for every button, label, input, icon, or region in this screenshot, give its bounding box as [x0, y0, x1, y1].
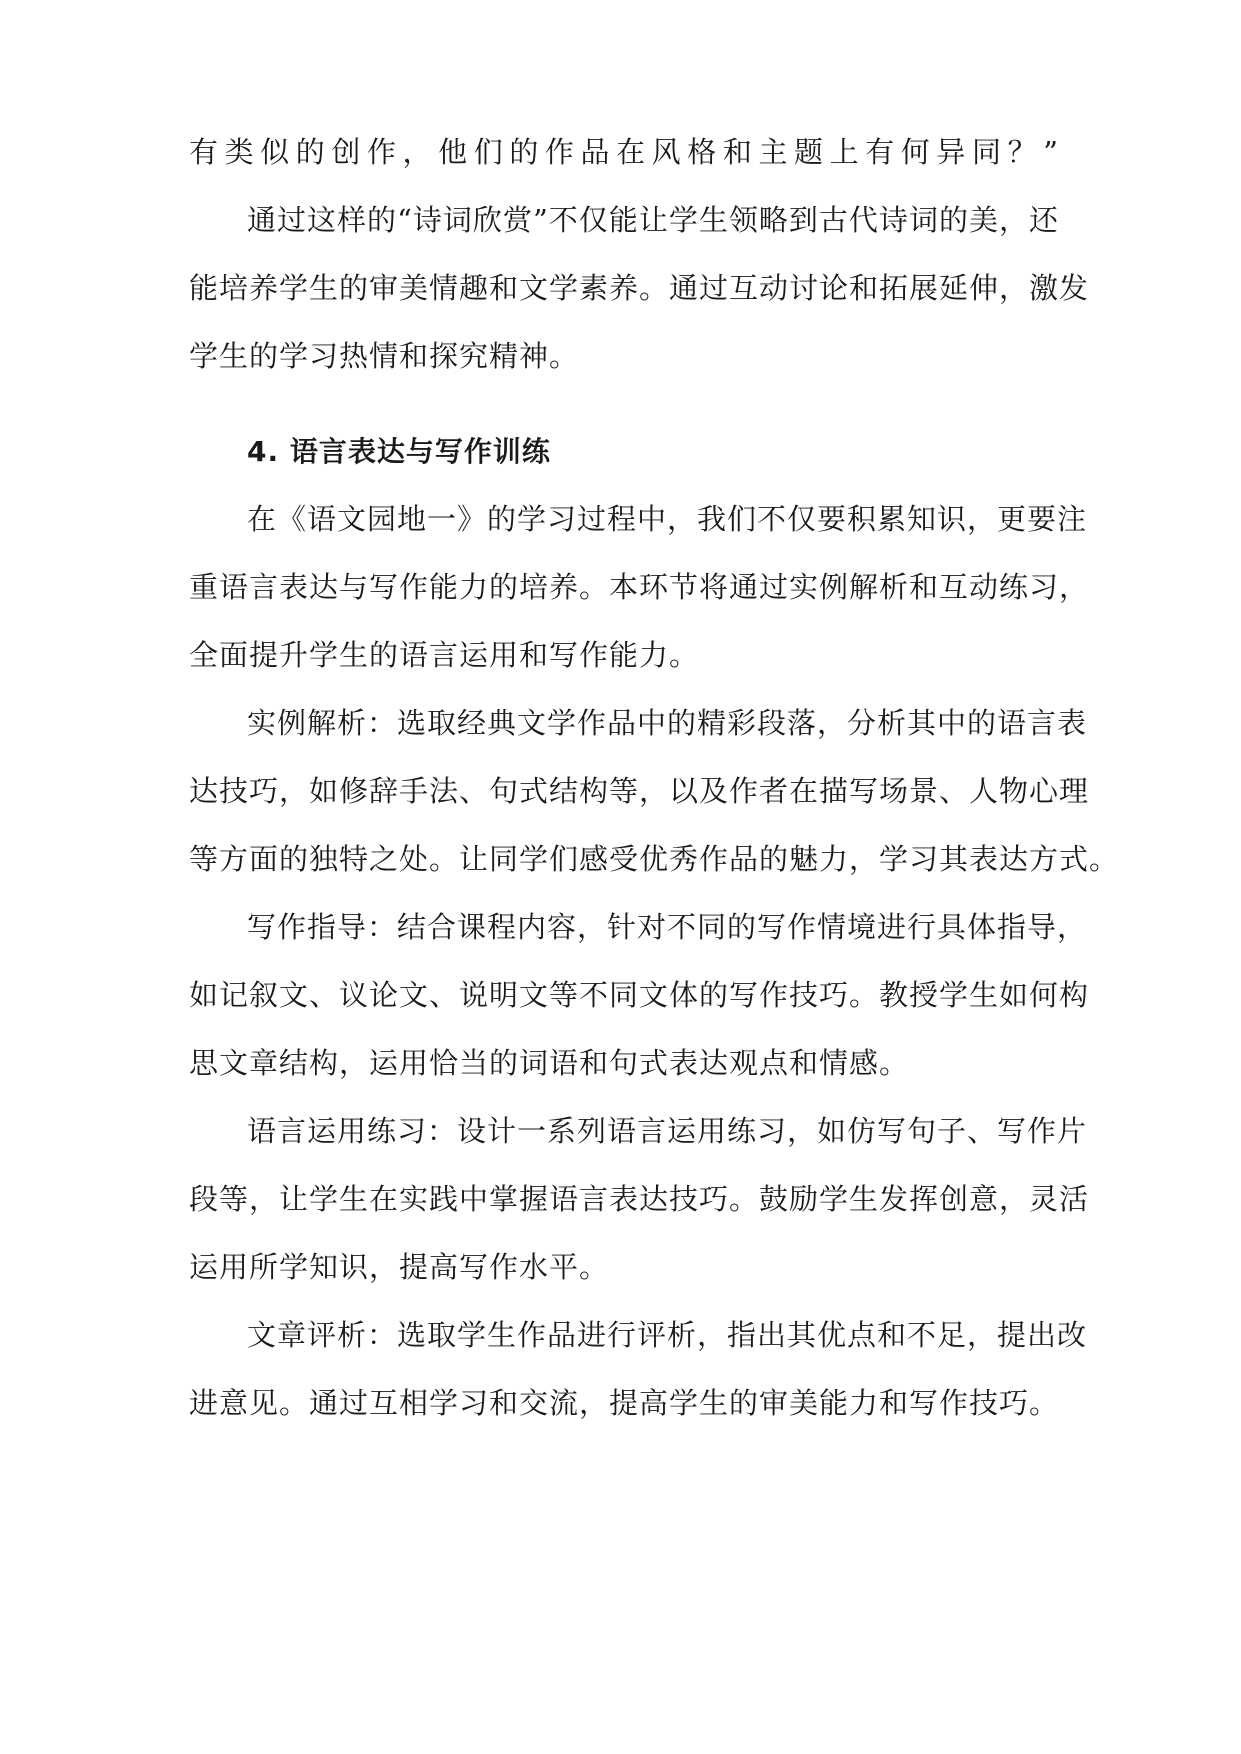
text-line: 运用所学知识，提高写作水平。	[189, 1250, 610, 1284]
paragraph-line: 在《语文园地一》的学习过程中，我们不仅要积累知识，更要注	[247, 502, 1088, 536]
text-line: 全面提升学生的语言运用和写作能力。	[189, 638, 700, 672]
paragraph-line: 实例解析：选取经典文学作品中的精彩段落，分析其中的语言表	[247, 706, 1088, 740]
section-heading: 4. 语言表达与写作训练	[247, 435, 551, 468]
text-line: 进意见。通过互相学习和交流，提高学生的审美能力和写作技巧。	[189, 1386, 1060, 1420]
text-line: 学生的学习热情和探究精神。	[189, 339, 580, 373]
paragraph-line: 通过这样的“诗词欣赏”不仅能让学生领略到古代诗词的美，还	[247, 203, 1059, 237]
text-line: 如记叙文、议论文、说明文等不同文体的写作技巧。教授学生如何构	[189, 978, 1090, 1012]
text-line: 思文章结构，运用恰当的词语和句式表达观点和情感。	[189, 1046, 910, 1080]
text-line: 有类似的创作，他们的作品在风格和主题上有何异同？”	[189, 135, 1059, 169]
text-line: 能培养学生的审美情趣和文学素养。通过互动讨论和拓展延伸，激发	[189, 271, 1090, 305]
text-line: 等方面的独特之处。让同学们感受优秀作品的魅力，学习其表达方式。	[189, 842, 1120, 876]
paragraph-line: 语言运用练习：设计一系列语言运用练习，如仿写句子、写作片	[247, 1114, 1088, 1148]
paragraph-line: 文章评析：选取学生作品进行评析，指出其优点和不足，提出改	[247, 1318, 1088, 1352]
paragraph-line: 写作指导：结合课程内容，针对不同的写作情境进行具体指导，	[247, 910, 1088, 944]
text-line: 达技巧，如修辞手法、句式结构等，以及作者在描写场景、人物心理	[189, 774, 1090, 808]
text-line: 段等，让学生在实践中掌握语言表达技巧。鼓励学生发挥创意，灵活	[189, 1182, 1090, 1216]
text-line: 重语言表达与写作能力的培养。本环节将通过实例解析和互动练习，	[189, 570, 1090, 604]
